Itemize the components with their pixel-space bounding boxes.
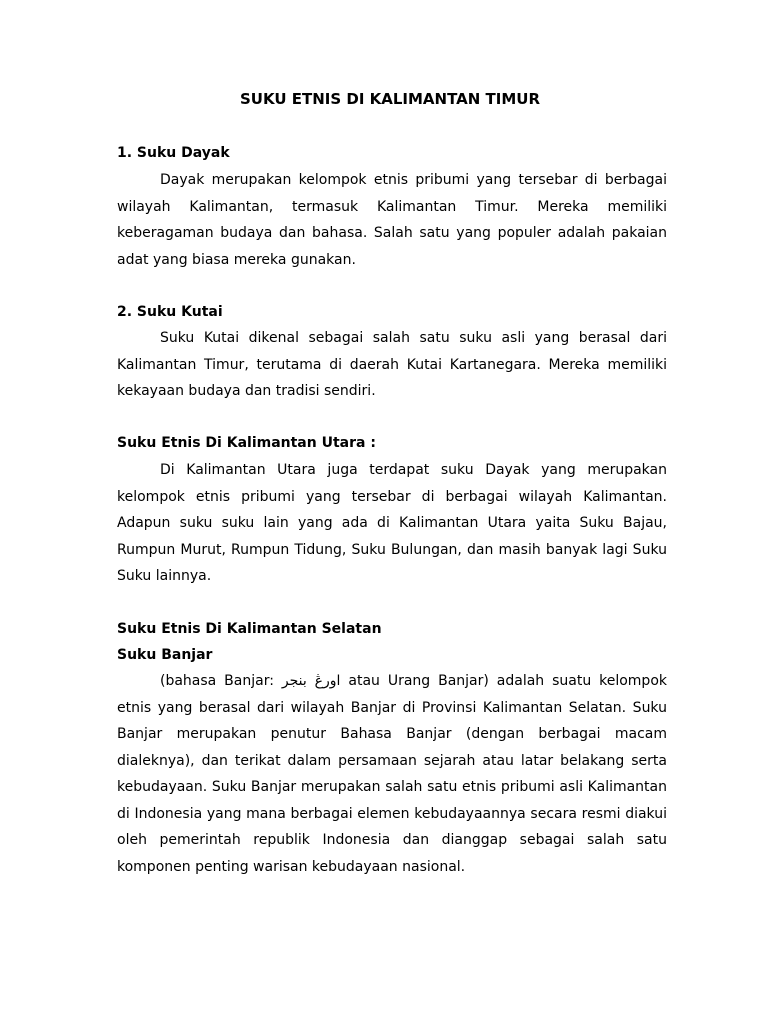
paragraph-kutai: Suku Kutai dikenal sebagai salah satu suku asli yang berasal dari Kalimantan Timur, terutama di daerah Kutai Kartanegara. Mereka memiliki kekayaan budaya dan tradisi sendiri. bbox=[117, 330, 667, 399]
paragraph-kalimantan-utara: Di Kalimantan Utara juga terdapat suku Dayak yang merupakan kelompok etnis pribumi yang tersebar di berbagai wilayah Kalimantan. Adapun suku suku lain yang ada di Kalimantan Utara yaita Suku Bajau, Rumpun Murut, Rumpun Tidung, Suku Bulungan, dan masih banyak lagi Suku Suku lainnya. bbox=[117, 462, 667, 584]
section-heading-dayak: 1. Suku Dayak bbox=[117, 145, 230, 161]
subheading-suku-banjar: Suku Banjar bbox=[117, 647, 213, 663]
paragraph-dayak: Dayak merupakan kelompok etnis pribumi yang tersebar di berbagai wilayah Kalimantan, termasuk Kalimantan Timur. Mereka memiliki keberagaman budaya dan bahasa. Salah satu yang populer adalah pakaian adat yang biasa mereka gunakan. bbox=[117, 172, 667, 268]
document-title: SUKU ETNIS DI KALIMANTAN TIMUR bbox=[239, 90, 541, 108]
section-heading-kutai: 2. Suku Kutai bbox=[117, 304, 223, 320]
paragraph-banjar-start: (bahasa Banjar: bbox=[160, 673, 274, 689]
paragraph-banjar bbox=[117, 668, 667, 880]
section-heading-kalimantan-selatan: Suku Etnis Di Kalimantan Selatan bbox=[117, 621, 382, 637]
paragraph-banjar-rest: atau Urang Banjar) adalah suatu kelompok etnis yang berasal dari wilayah Banjar di Provinsi Kalimantan Selatan. Suku Banjar merupakan penutur Bahasa Banjar (dengan berbagai macam dialeknya), dan terikat dalam persamaan sejarah atau latar belakang serta kebudayaan. Suku Banjar merupakan salah satu etnis pribumi asli Kalimantan di Indonesia yang mana berbagai elemen kebudayaannya secara resmi diakui oleh pemerintah republik Indonesia dan dianggap sebagai salah satu komponen penting warisan kebudayaan nasional. bbox=[117, 673, 667, 875]
section-heading-kalimantan-utara: Suku Etnis Di Kalimantan Utara : bbox=[117, 435, 376, 451]
arabic-script-text: اورڠ بنجر bbox=[281, 673, 341, 689]
